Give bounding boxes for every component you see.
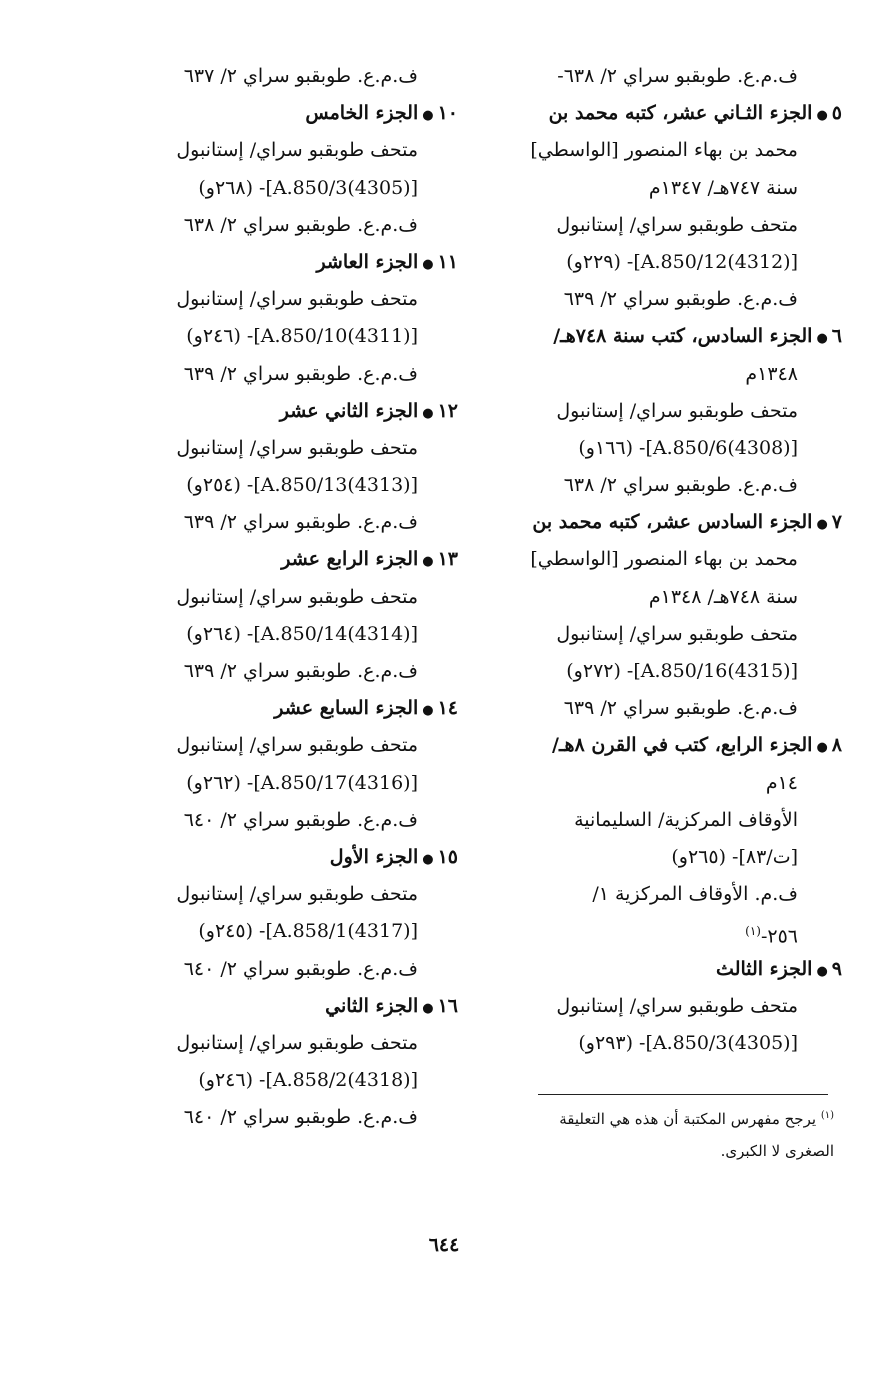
entry-title: الجزء الخامس bbox=[305, 102, 419, 125]
entry-detail-line bbox=[496, 653, 842, 690]
entry-heading bbox=[100, 95, 458, 132]
entry-detail-line bbox=[496, 58, 842, 95]
entry-detail-line bbox=[100, 1099, 458, 1136]
entry-detail-text: ف.م.ع. طوبقبو سراي ٢/ ٦٣٨- bbox=[557, 65, 798, 87]
entry-detail-line bbox=[496, 839, 842, 876]
entry-title: الجزء السادس، كتب سنة ٧٤٨هـ/ bbox=[553, 325, 813, 348]
entry-heading bbox=[496, 504, 842, 541]
entry-title: الجزء الثالث bbox=[716, 957, 813, 980]
entry-number: ١٠ bbox=[437, 102, 458, 125]
entry-detail-text: متحف طوبقبو سراي/ إستانبول bbox=[176, 585, 418, 608]
entry-number: ٦ bbox=[831, 325, 842, 348]
entry-detail-line bbox=[496, 913, 842, 950]
entry-detail-line bbox=[100, 207, 458, 244]
entry-detail-text: سنة ٧٤٧هـ/ ١٣٤٧م bbox=[648, 176, 798, 199]
entry-heading bbox=[100, 839, 458, 876]
entry-title: الجزء الثـاني عشر، كتبه محمد بن bbox=[548, 102, 813, 125]
bullet-icon: ● bbox=[422, 851, 434, 867]
entry-detail-line bbox=[496, 579, 842, 616]
entry-number: ٧ bbox=[831, 511, 842, 534]
entry-heading bbox=[496, 951, 842, 988]
entry-detail-text: ١٤م bbox=[765, 771, 798, 794]
entry-detail-line bbox=[100, 281, 458, 318]
entry-detail-text: ف.م.ع. طوبقبو سراي ٢/ ٦٤٠ bbox=[183, 957, 418, 980]
page-number: ٦٤٤ bbox=[428, 1234, 460, 1256]
entry-detail-text: متحف طوبقبو سراي/ إستانبول bbox=[176, 883, 418, 906]
entry-detail-line bbox=[100, 170, 458, 207]
entry-detail-line bbox=[100, 616, 458, 653]
bullet-icon: ● bbox=[422, 108, 434, 124]
entry-detail-text: [A.850/6(4308)]- (١٦٦و) bbox=[578, 436, 798, 459]
entry-heading bbox=[100, 244, 458, 281]
entry-heading bbox=[100, 541, 458, 578]
entry-number: ٩ bbox=[831, 957, 842, 980]
entry-detail-line bbox=[496, 244, 842, 281]
bullet-icon: ● bbox=[816, 517, 828, 533]
entry-detail-line bbox=[496, 132, 842, 169]
entry-detail-line bbox=[100, 579, 458, 616]
footnote-divider bbox=[538, 1094, 828, 1095]
entry-number: ١٥ bbox=[437, 845, 458, 868]
entry-detail-text: [A.858/1(4317)]- (٢٤٥و) bbox=[198, 920, 418, 943]
entry-detail-text: [A.858/2(4318)]- (٢٤٦و) bbox=[198, 1069, 418, 1092]
entry-detail-line bbox=[496, 802, 842, 839]
entry-detail-line bbox=[496, 430, 842, 467]
entry-detail-line bbox=[100, 132, 458, 169]
entry-detail-line bbox=[496, 541, 842, 578]
footnote-reference: (١) bbox=[745, 924, 761, 939]
entry-detail-line bbox=[100, 58, 458, 95]
entry-number: ١٤ bbox=[437, 697, 458, 720]
right-column bbox=[496, 58, 842, 1062]
entry-detail-text: ١٣٤٨م bbox=[745, 362, 798, 385]
entry-detail-line bbox=[496, 281, 842, 318]
entry-detail-line bbox=[496, 467, 842, 504]
entry-detail-line bbox=[100, 727, 458, 764]
entry-detail-text: ٢٥٦- bbox=[760, 925, 798, 948]
entry-detail-text: [A.850/10(4311)]- (٢٤٦و) bbox=[186, 325, 418, 348]
entry-detail-line bbox=[100, 951, 458, 988]
entry-detail-line bbox=[100, 467, 458, 504]
bullet-icon: ● bbox=[422, 405, 434, 421]
entry-detail-line bbox=[100, 765, 458, 802]
footnote-mark: (١) bbox=[820, 1110, 834, 1121]
entry-detail-line bbox=[100, 913, 458, 950]
bullet-icon: ● bbox=[422, 1000, 434, 1016]
entry-detail-line bbox=[496, 876, 842, 913]
entry-detail-text: ف.م.ع. طوبقبو سراي ٢/ ٦٤٠ bbox=[183, 1106, 418, 1129]
footnote bbox=[500, 1100, 834, 1167]
entry-detail-text: الأوقاف المركزية/ السليمانية bbox=[574, 808, 798, 831]
bullet-icon: ● bbox=[422, 256, 434, 272]
entry-number: ١٣ bbox=[437, 548, 458, 571]
entry-heading bbox=[100, 690, 458, 727]
entry-detail-line bbox=[496, 170, 842, 207]
entry-detail-text: متحف طوبقبو سراي/ إستانبول bbox=[556, 994, 798, 1017]
entry-heading bbox=[496, 318, 842, 355]
entry-title: الجزء الرابع عشر bbox=[281, 548, 419, 571]
entry-detail-line bbox=[100, 802, 458, 839]
entry-detail-text: ف.م.ع. طوبقبو سراي ٢/ ٦٣٧ bbox=[183, 65, 418, 87]
entry-detail-line bbox=[100, 876, 458, 913]
entry-detail-text: متحف طوبقبو سراي/ إستانبول bbox=[556, 622, 798, 645]
entry-detail-text: ف.م.ع. طوبقبو سراي ٢/ ٦٣٨ bbox=[183, 213, 418, 236]
footnote-line-1: $^{(١)}$ يرجح مفهرس المكتبة أن هذه هي التعليقة bbox=[559, 1110, 834, 1128]
entry-detail-text: ف.م.ع. طوبقبو سراي ٢/ ٦٣٩ bbox=[183, 362, 418, 385]
entry-detail-text: [A.850/3(4305)]- (٢٩٣و) bbox=[578, 1031, 798, 1054]
entry-title: الجزء الرابع، كتب في القرن ٨هـ/ bbox=[552, 734, 813, 757]
entry-detail-line bbox=[496, 616, 842, 653]
entry-detail-text: [A.850/3(4305)]- (٢٦٨و) bbox=[198, 176, 418, 199]
bullet-icon: ● bbox=[422, 554, 434, 570]
entry-title: الجزء الثاني bbox=[325, 994, 419, 1017]
entry-title: الجزء العاشر bbox=[316, 250, 419, 273]
entry-detail-text: متحف طوبقبو سراي/ إستانبول bbox=[176, 734, 418, 757]
entry-detail-line bbox=[496, 690, 842, 727]
entry-detail-text: ف.م. الأوقاف المركزية ١/ bbox=[592, 883, 798, 906]
entry-detail-text: ف.م.ع. طوبقبو سراي ٢/ ٦٣٩ bbox=[183, 511, 418, 534]
entry-detail-line bbox=[100, 356, 458, 393]
entry-detail-text: سنة ٧٤٨هـ/ ١٣٤٨م bbox=[648, 585, 798, 608]
left-column bbox=[100, 58, 458, 1136]
entry-detail-line bbox=[100, 430, 458, 467]
entry-detail-line bbox=[100, 504, 458, 541]
entry-detail-text: متحف طوبقبو سراي/ إستانبول bbox=[176, 1031, 418, 1054]
entry-number: ٨ bbox=[831, 734, 842, 757]
entry-detail-text: محمد بن بهاء المنصور [الواسطي] bbox=[530, 548, 798, 571]
entry-detail-line bbox=[496, 207, 842, 244]
entry-title: الجزء الثاني عشر bbox=[279, 399, 419, 422]
entry-number: ١٢ bbox=[437, 399, 458, 422]
entry-detail-text: ف.م.ع. طوبقبو سراي ٢/ ٦٣٩ bbox=[563, 288, 798, 311]
entry-detail-line bbox=[496, 765, 842, 802]
entry-detail-text: ف.م.ع. طوبقبو سراي ٢/ ٦٣٩ bbox=[563, 697, 798, 720]
entry-heading bbox=[100, 393, 458, 430]
bullet-icon: ● bbox=[422, 703, 434, 719]
entry-detail-text: متحف طوبقبو سراي/ إستانبول bbox=[556, 399, 798, 422]
bullet-icon: ● bbox=[816, 108, 828, 124]
entry-detail-line bbox=[100, 653, 458, 690]
entry-title: الجزء السابع عشر bbox=[274, 697, 419, 720]
entry-detail-text: متحف طوبقبو سراي/ إستانبول bbox=[176, 436, 418, 459]
entry-title: الجزء السادس عشر، كتبه محمد بن bbox=[532, 511, 813, 534]
entry-detail-line bbox=[100, 1062, 458, 1099]
entry-detail-text: [A.850/12(4312)]- (٢٢٩و) bbox=[566, 250, 798, 273]
entry-title: الجزء الأول bbox=[329, 845, 419, 868]
entry-detail-text: متحف طوبقبو سراي/ إستانبول bbox=[176, 288, 418, 311]
entry-heading bbox=[100, 988, 458, 1025]
entry-detail-line bbox=[496, 356, 842, 393]
entry-detail-text: [A.850/17(4316)]- (٢٦٢و) bbox=[186, 771, 418, 794]
entry-number: ١١ bbox=[437, 250, 458, 273]
entry-heading bbox=[496, 727, 842, 764]
entry-detail-line bbox=[496, 393, 842, 430]
entry-detail-text: ف.م.ع. طوبقبو سراي ٢/ ٦٣٩ bbox=[183, 660, 418, 682]
entry-detail-line bbox=[100, 318, 458, 355]
entry-detail-text: [ت/٨٣]- (٢٦٥و) bbox=[671, 845, 798, 868]
footnote-line-2: الصغرى لا الكبرى. bbox=[720, 1142, 834, 1160]
entry-detail-line bbox=[496, 1025, 842, 1062]
bullet-icon: ● bbox=[816, 331, 828, 347]
entry-detail-line bbox=[100, 1025, 458, 1062]
entry-number: ٥ bbox=[831, 102, 842, 125]
bullet-icon: ● bbox=[816, 740, 828, 756]
entry-detail-text: محمد بن بهاء المنصور [الواسطي] bbox=[530, 139, 798, 162]
bullet-icon: ● bbox=[816, 963, 828, 979]
entry-detail-text: ف.م.ع. طوبقبو سراي ٢/ ٦٤٠ bbox=[183, 808, 418, 831]
entry-detail-text: متحف طوبقبو سراي/ إستانبول bbox=[176, 139, 418, 162]
entry-number: ١٦ bbox=[437, 994, 458, 1017]
entry-detail-line bbox=[496, 988, 842, 1025]
entry-detail-text: [A.850/14(4314)]- (٢٦٤و) bbox=[186, 622, 418, 645]
entry-heading bbox=[496, 95, 842, 132]
entry-detail-text: متحف طوبقبو سراي/ إستانبول bbox=[556, 213, 798, 236]
entry-detail-text: [A.850/13(4313)]- (٢٥٤و) bbox=[186, 474, 418, 497]
entry-detail-text: [A.850/16(4315)]- (٢٧٢و) bbox=[566, 660, 798, 682]
entry-detail-text: ف.م.ع. طوبقبو سراي ٢/ ٦٣٨ bbox=[563, 474, 798, 497]
